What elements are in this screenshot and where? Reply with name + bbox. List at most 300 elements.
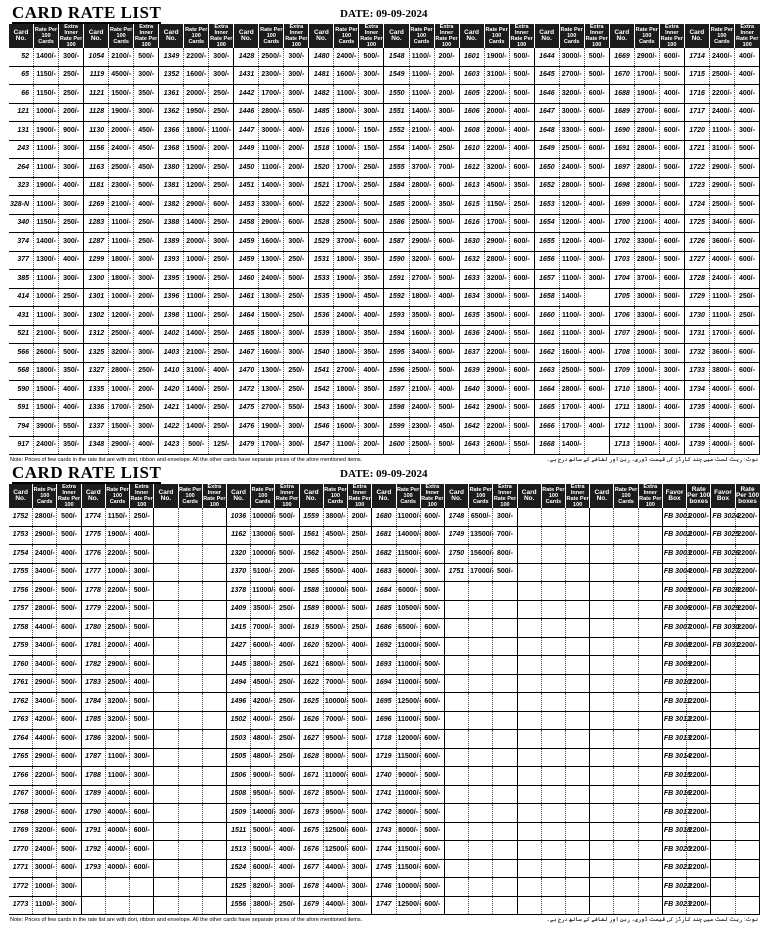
card-number: 1688 [609, 85, 634, 104]
card-number: 1695 [372, 693, 396, 712]
card-number: 1586 [384, 214, 409, 233]
column-header-rate: Rate Per 100 Cards [251, 484, 275, 508]
card-rate: 4800/- [251, 748, 275, 767]
card-number: 1636 [459, 325, 484, 344]
card-number [517, 730, 541, 749]
extra-inner-rate: 500/- [348, 600, 372, 619]
extra-inner-rate: 250/- [348, 545, 372, 564]
card-number [590, 508, 614, 526]
extra-inner-rate: 300/- [59, 196, 84, 215]
card-rate [541, 711, 565, 730]
extra-inner-rate: 250/- [134, 233, 159, 252]
card-number: 1637 [459, 344, 484, 363]
card-number: 1755 [9, 563, 33, 582]
favor-box-rate [735, 859, 759, 878]
sheet-title: CARD RATE LIST [12, 463, 162, 482]
card-rate: 3200/- [105, 711, 129, 730]
card-rate: 1100/- [559, 251, 584, 270]
table-row [9, 233, 760, 252]
extra-inner-rate: 600/- [57, 637, 81, 656]
card-number [154, 508, 178, 526]
favor-box-no [711, 748, 735, 767]
extra-inner-rate: 300/- [134, 270, 159, 289]
card-rate: 2000/- [409, 196, 434, 215]
card-rate [469, 730, 493, 749]
card-rate: 3400/- [33, 656, 57, 675]
favor-box-no: FB 3009 [662, 656, 686, 675]
card-number: 794 [9, 418, 34, 437]
card-number: 1704 [609, 270, 634, 289]
card-number: 1774 [81, 508, 105, 526]
card-rate: 4400/- [323, 859, 347, 878]
card-rate: 12500/- [323, 841, 347, 860]
card-rate [541, 859, 565, 878]
card-number: 1587 [384, 233, 409, 252]
card-number: 1509 [226, 804, 250, 823]
extra-inner-rate: 500/- [57, 508, 81, 526]
card-rate: 3100/- [184, 362, 209, 381]
column-header-no: Card No. [309, 24, 334, 48]
card-number: 1162 [226, 526, 250, 545]
card-rate: 1600/- [334, 418, 359, 437]
card-number: 1370 [226, 563, 250, 582]
card-number: 1707 [609, 325, 634, 344]
extra-inner-rate: 600/- [130, 822, 154, 841]
card-number: 1729 [684, 288, 709, 307]
extra-inner-rate: 600/- [348, 822, 372, 841]
card-rate: 1700/- [559, 399, 584, 418]
card-number [590, 656, 614, 675]
card-number: 1689 [609, 103, 634, 122]
card-number: 1751 [444, 563, 468, 582]
table-row [9, 545, 760, 564]
favor-box-no [711, 767, 735, 786]
card-rate: 2800/- [559, 381, 584, 400]
extra-inner-rate [566, 674, 590, 693]
card-rate: 9500/- [251, 785, 275, 804]
card-number: 1348 [84, 436, 109, 455]
card-rate: 1400/- [409, 103, 434, 122]
extra-inner-rate: 300/- [209, 48, 234, 66]
card-rate: 2400/- [334, 307, 359, 326]
card-number: 1731 [684, 325, 709, 344]
card-rate: 12000/- [396, 730, 420, 749]
extra-inner-rate: 200/- [134, 381, 159, 400]
column-header-rate: Rate Per 100 Cards [105, 484, 129, 508]
card-rate: 1700/- [259, 85, 284, 104]
card-number: 1552 [384, 122, 409, 141]
column-header-extra: Extra Inner Rate Per 100 [435, 24, 458, 48]
card-number [517, 822, 541, 841]
card-number: 1693 [372, 656, 396, 675]
extra-inner-rate: 600/- [209, 196, 234, 215]
card-rate: 2400/- [709, 103, 734, 122]
card-rate [614, 711, 638, 730]
extra-inner-rate: 300/- [348, 878, 372, 897]
card-rate: 1600/- [334, 399, 359, 418]
card-number: 1524 [226, 859, 250, 878]
extra-inner-rate: 400/- [359, 362, 384, 381]
extra-inner-rate [566, 767, 590, 786]
extra-inner-rate: 250/- [59, 288, 84, 307]
card-rate [541, 600, 565, 619]
card-number [444, 841, 468, 860]
column-header-no: Card No. [590, 484, 614, 508]
card-number: 1646 [534, 85, 559, 104]
card-number: 1692 [372, 637, 396, 656]
card-rate: 3700/- [334, 233, 359, 252]
card-number: 1765 [9, 748, 33, 767]
card-number: 1431 [234, 66, 259, 85]
card-rate [541, 785, 565, 804]
table-row [9, 730, 760, 749]
extra-inner-rate [566, 526, 590, 545]
extra-inner-rate [638, 804, 662, 823]
extra-inner-rate: 500/- [509, 288, 534, 307]
extra-inner-rate: 600/- [509, 307, 534, 326]
sheet-header [8, 4, 760, 24]
card-number: 1561 [299, 526, 323, 545]
card-rate: 1900/- [634, 436, 659, 455]
extra-inner-rate: 500/- [57, 526, 81, 545]
extra-inner-rate: 800/- [420, 526, 444, 545]
extra-inner-rate: 300/- [348, 859, 372, 878]
card-rate: 1100/- [259, 140, 284, 159]
favor-box-rate: 2000/- [687, 582, 711, 601]
card-number: 1715 [684, 66, 709, 85]
card-number: 1756 [9, 582, 33, 601]
extra-inner-rate: 600/- [130, 785, 154, 804]
extra-inner-rate [638, 878, 662, 897]
extra-inner-rate [493, 748, 517, 767]
card-rate: 3000/- [484, 381, 509, 400]
card-rate: 1400/- [559, 436, 584, 455]
card-rate: 2400/- [259, 270, 284, 289]
card-number: 1389 [159, 233, 184, 252]
card-rate: 2500/- [409, 436, 434, 455]
card-number [590, 563, 614, 582]
extra-inner-rate: 400/- [59, 177, 84, 196]
table-row [9, 563, 760, 582]
card-number: 1447 [234, 122, 259, 141]
card-number: 1502 [226, 711, 250, 730]
favor-box-no: FB 3007 [662, 619, 686, 638]
card-rate [614, 785, 638, 804]
extra-inner-rate: 300/- [134, 66, 159, 85]
card-number: 1655 [534, 233, 559, 252]
favor-box-rate: 2200/- [687, 804, 711, 823]
extra-inner-rate: 500/- [275, 767, 299, 786]
card-number: 1791 [81, 822, 105, 841]
extra-inner-rate: 300/- [348, 896, 372, 915]
extra-inner-rate [202, 619, 226, 638]
card-rate: 1000/- [34, 288, 59, 307]
column-header-extra: Extra Inner Rate Per 100 [57, 484, 81, 508]
table-row [9, 85, 760, 104]
card-number [154, 822, 178, 841]
card-rate: 4500/- [109, 66, 134, 85]
card-rate [469, 619, 493, 638]
table-row [9, 66, 760, 85]
card-number: 1554 [384, 140, 409, 159]
card-rate: 1100/- [634, 418, 659, 437]
extra-inner-rate [566, 582, 590, 601]
card-number: 1717 [684, 103, 709, 122]
card-rate [614, 822, 638, 841]
extra-inner-rate: 800/- [493, 545, 517, 564]
extra-inner-rate: 450/- [134, 159, 159, 178]
table-row [9, 526, 760, 545]
card-number [154, 582, 178, 601]
card-rate: 1500/- [109, 85, 134, 104]
card-number: 1660 [534, 307, 559, 326]
extra-inner-rate: 600/- [57, 730, 81, 749]
card-number [154, 748, 178, 767]
extra-inner-rate [202, 637, 226, 656]
card-rate: 1100/- [105, 748, 129, 767]
rate-sheet-1 [8, 4, 760, 466]
card-number: 1382 [159, 196, 184, 215]
favor-box-no: FB 3025 [711, 526, 735, 545]
card-rate: 9000/- [396, 767, 420, 786]
card-number [590, 841, 614, 860]
extra-inner-rate: 400/- [659, 214, 684, 233]
card-rate: 1700/- [334, 159, 359, 178]
card-rate: 2500/- [105, 619, 129, 638]
table-row [9, 307, 760, 326]
card-rate: 1700/- [484, 214, 509, 233]
extra-inner-rate: 500/- [584, 177, 609, 196]
card-number: 1336 [84, 399, 109, 418]
extra-inner-rate: 400/- [59, 251, 84, 270]
extra-inner-rate: 500/- [420, 804, 444, 823]
card-rate: 1000/- [184, 251, 209, 270]
card-rate: 5100/- [251, 563, 275, 582]
card-number: 1782 [81, 656, 105, 675]
card-rate [614, 748, 638, 767]
card-rate: 1150/- [484, 196, 509, 215]
extra-inner-rate [493, 878, 517, 897]
card-rate: 1300/- [34, 251, 59, 270]
card-rate: 4800/- [251, 730, 275, 749]
card-number [444, 600, 468, 619]
extra-inner-rate: 600/- [659, 140, 684, 159]
card-number: 1622 [299, 674, 323, 693]
card-rate: 3200/- [105, 693, 129, 712]
card-rate: 3600/- [709, 233, 734, 252]
card-number: 1130 [84, 122, 109, 141]
extra-inner-rate [566, 508, 590, 526]
extra-inner-rate: 500/- [57, 693, 81, 712]
extra-inner-rate: 350/- [59, 362, 84, 381]
extra-inner-rate: 600/- [284, 196, 309, 215]
card-number: 1380 [159, 159, 184, 178]
card-rate: 2900/- [409, 233, 434, 252]
extra-inner-rate: 500/- [359, 48, 384, 66]
card-rate: 6000/- [251, 637, 275, 656]
card-number: 1283 [84, 214, 109, 233]
card-rate: 1000/- [109, 381, 134, 400]
card-rate: 2700/- [559, 66, 584, 85]
card-number: 1662 [534, 344, 559, 363]
extra-inner-rate: 500/- [584, 362, 609, 381]
card-number: 1592 [384, 288, 409, 307]
favor-box-rate: 2200/- [735, 526, 759, 545]
extra-inner-rate: 400/- [659, 399, 684, 418]
card-number [444, 878, 468, 897]
card-number: 1620 [299, 637, 323, 656]
card-rate: 8200/- [251, 878, 275, 897]
card-number: 1528 [309, 214, 334, 233]
card-rate: 1900/- [34, 122, 59, 141]
column-header-rate: Rate Per 100 Cards [409, 24, 434, 48]
extra-inner-rate: 400/- [275, 637, 299, 656]
favor-box-no: FB 3028 [711, 582, 735, 601]
extra-inner-rate: 300/- [59, 307, 84, 326]
card-rate [178, 526, 202, 545]
card-rate: 1400/- [184, 214, 209, 233]
table-row [9, 270, 760, 289]
card-rate: 2800/- [409, 177, 434, 196]
card-number: 1556 [226, 896, 250, 915]
card-rate: 2900/- [33, 582, 57, 601]
card-number: 1760 [9, 656, 33, 675]
extra-inner-rate: 500/- [434, 362, 459, 381]
extra-inner-rate: 500/- [348, 730, 372, 749]
card-number: 1778 [81, 582, 105, 601]
card-rate: 2200/- [105, 545, 129, 564]
column-header-extra: Extra Inner Rate Per 100 [510, 24, 533, 48]
card-rate: 6500/- [396, 619, 420, 638]
card-rate: 10000/- [251, 545, 275, 564]
card-rate [541, 674, 565, 693]
extra-inner-rate [493, 582, 517, 601]
card-rate [469, 878, 493, 897]
card-rate [541, 693, 565, 712]
card-number: 1642 [459, 418, 484, 437]
card-number [517, 804, 541, 823]
card-rate: 1700/- [559, 418, 584, 437]
favor-box-no [711, 841, 735, 860]
card-rate [178, 545, 202, 564]
extra-inner-rate [566, 656, 590, 675]
card-rate: 1700/- [109, 399, 134, 418]
extra-inner-rate: 600/- [734, 418, 759, 437]
extra-inner-rate: 250/- [209, 288, 234, 307]
extra-inner-rate: 500/- [734, 177, 759, 196]
extra-inner-rate: 300/- [275, 804, 299, 823]
extra-inner-rate: 500/- [59, 344, 84, 363]
card-number: 1672 [299, 785, 323, 804]
card-number: 1128 [84, 103, 109, 122]
card-number: 1743 [372, 822, 396, 841]
card-rate [469, 748, 493, 767]
extra-inner-rate: 600/- [659, 103, 684, 122]
extra-inner-rate [130, 896, 154, 915]
card-number: 1594 [384, 325, 409, 344]
extra-inner-rate: 250/- [130, 508, 154, 526]
card-number [444, 693, 468, 712]
card-number: 1451 [234, 177, 259, 196]
card-rate: 4200/- [251, 693, 275, 712]
card-rate: 1100/- [34, 196, 59, 215]
card-rate [541, 508, 565, 526]
card-rate: 1100/- [334, 436, 359, 455]
extra-inner-rate [202, 730, 226, 749]
extra-inner-rate: 250/- [348, 526, 372, 545]
card-rate [614, 582, 638, 601]
card-number: 1598 [384, 399, 409, 418]
card-number: 1508 [226, 785, 250, 804]
column-header-rate: Rate Per 100 Cards [484, 24, 509, 48]
card-rate: 7000/- [323, 711, 347, 730]
extra-inner-rate: 400/- [57, 545, 81, 564]
card-number: 1415 [226, 619, 250, 638]
favor-box-rate: 2000/- [687, 619, 711, 638]
extra-inner-rate: 900/- [59, 122, 84, 141]
card-rate [178, 582, 202, 601]
card-number: 1121 [84, 85, 109, 104]
table-row [9, 637, 760, 656]
card-number [154, 545, 178, 564]
card-number: 1661 [534, 325, 559, 344]
favor-box-rate: 2200/- [735, 600, 759, 619]
card-rate: 3200/- [559, 85, 584, 104]
table-row [9, 859, 760, 878]
column-header-extra: Extra Inner Rate Per 100 [585, 24, 608, 48]
card-number: 1721 [684, 140, 709, 159]
extra-inner-rate: 600/- [420, 841, 444, 860]
card-number: 1741 [372, 785, 396, 804]
table-row [9, 656, 760, 675]
card-rate: 13000/- [251, 526, 275, 545]
extra-inner-rate: 500/- [130, 730, 154, 749]
card-rate: 2500/- [105, 674, 129, 693]
favor-box-no: FB 3008 [662, 637, 686, 656]
extra-inner-rate: 250/- [59, 66, 84, 85]
card-number [590, 637, 614, 656]
extra-inner-rate [638, 674, 662, 693]
extra-inner-rate [202, 693, 226, 712]
extra-inner-rate: 300/- [134, 418, 159, 437]
card-number: 1459 [234, 251, 259, 270]
extra-inner-rate: 250/- [209, 325, 234, 344]
card-number [590, 767, 614, 786]
card-rate: 1150/- [34, 66, 59, 85]
card-rate: 1300/- [259, 381, 284, 400]
card-rate [178, 748, 202, 767]
extra-inner-rate: 800/- [434, 307, 459, 326]
column-header-rate: Rate Per 100 Cards [709, 24, 734, 48]
favor-box-rate: 2200/- [735, 637, 759, 656]
card-number: 1780 [81, 619, 105, 638]
extra-inner-rate [566, 563, 590, 582]
table-row [9, 399, 760, 418]
extra-inner-rate: 500/- [584, 48, 609, 66]
extra-inner-rate: 600/- [434, 233, 459, 252]
card-rate: 4000/- [251, 711, 275, 730]
extra-inner-rate: 600/- [420, 619, 444, 638]
table-row [9, 196, 760, 215]
extra-inner-rate: 300/- [584, 307, 609, 326]
card-rate: 3100/- [484, 66, 509, 85]
extra-inner-rate: 600/- [584, 122, 609, 141]
card-rate: 2300/- [409, 418, 434, 437]
card-rate [541, 619, 565, 638]
card-number: 1627 [299, 730, 323, 749]
card-rate: 2900/- [709, 159, 734, 178]
card-rate: 1900/- [334, 288, 359, 307]
